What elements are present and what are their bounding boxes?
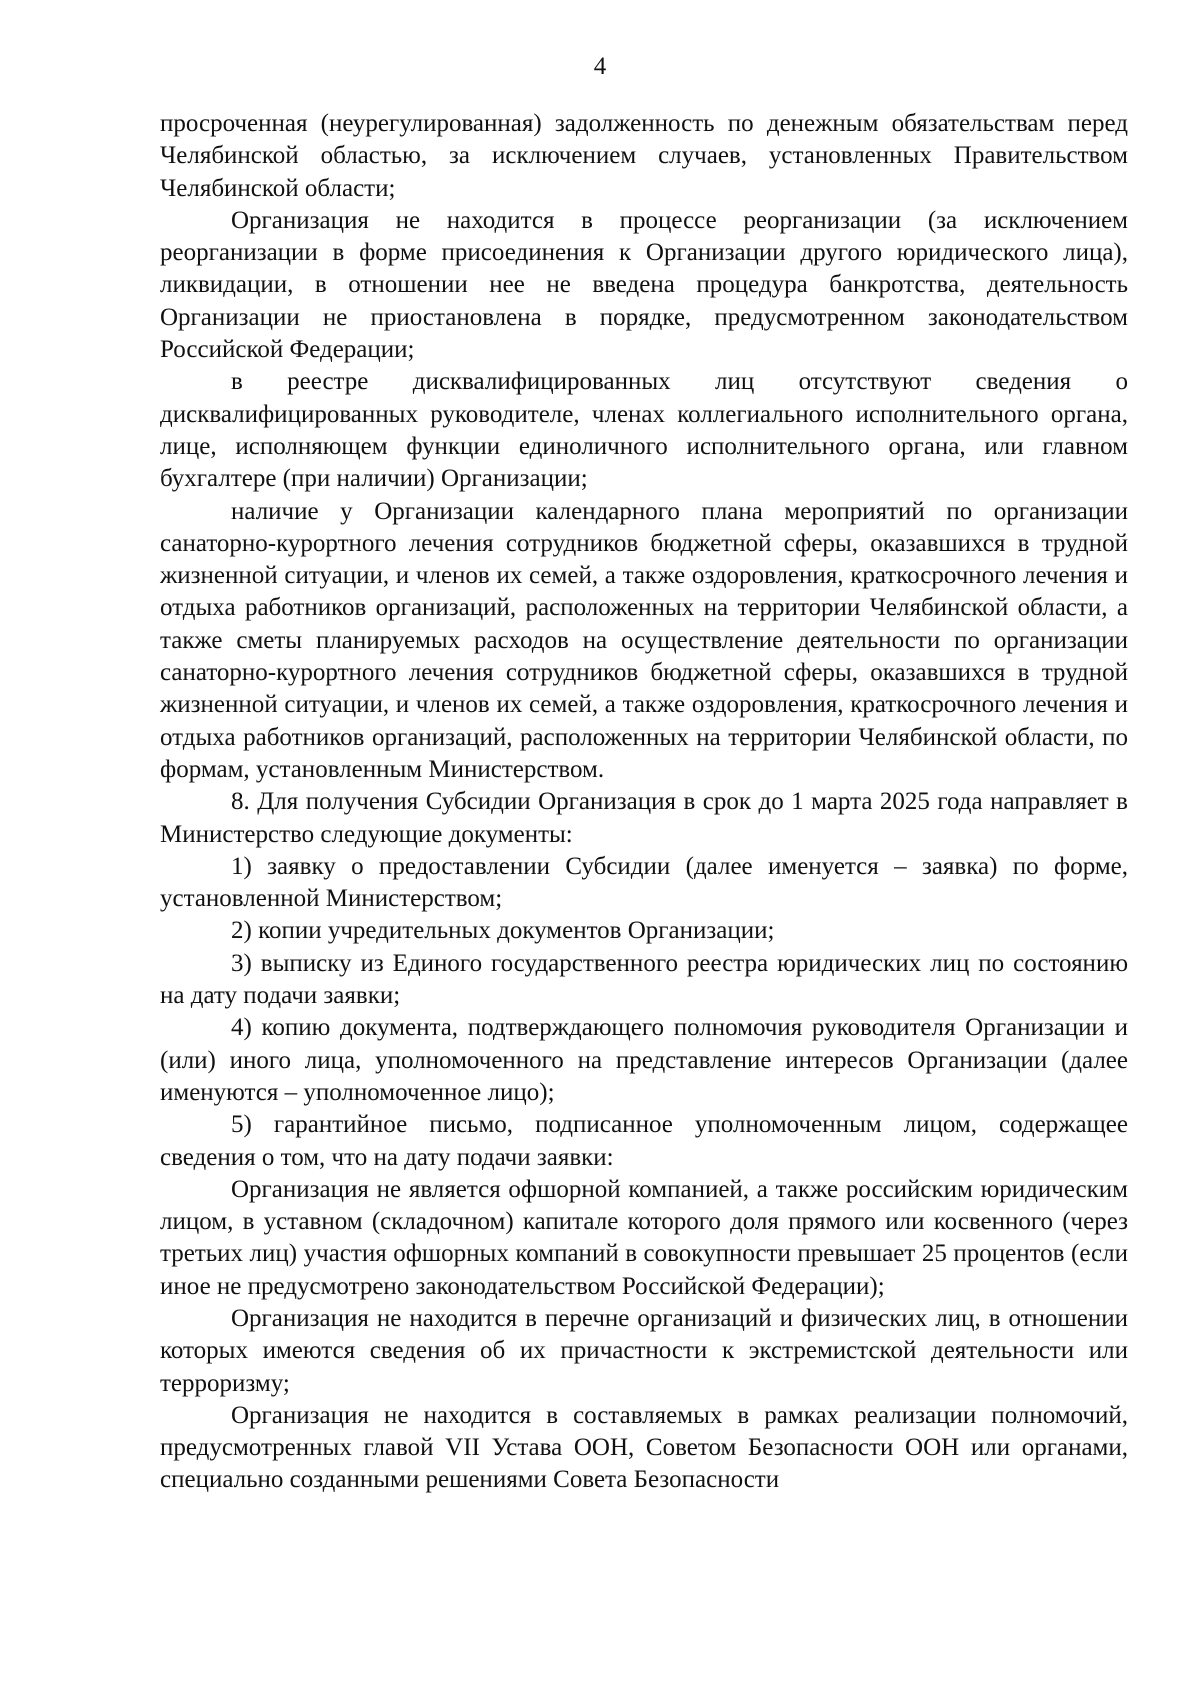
paragraph-item-8: 8. Для получения Субсидии Организация в срок до 1 марта 2025 года направляет в Министерство следующие документы: [160,788,1128,848]
paragraph-doc-5-guarantee-letter: 5) гарантийное письмо, подписанное уполномоченным лицом, содержащее сведения о том, что на дату подачи заявки: [160,1111,1128,1171]
paragraph-doc-2-founding-copies: 2) копии учредительных документов Организации; [231,917,775,945]
paragraph-not-offshore: Организация не является офшорной компанией, а также российским юридическим лицом, в уставном (складочном) капитале которого доля прямого или косвенного (через третьих лиц) участия офшорных компаний в совокупности превышает 25 процентов (если иное не предусмотрено законодательством Российской Федерации); [160,1175,1128,1300]
paragraph-not-extremist-list: Организация не находится в перечне организаций и физических лиц, в отношении которых имеются сведения об их причастности к экстремистской деятельности или терроризму; [160,1304,1128,1397]
paragraph-disqualified-registry: в реестре дисквалифицированных лиц отсутствуют сведения о дисквалифицированных руководителе, членах коллегиального исполнительного органа, лице, исполняющем функции единоличного исполнительного органа, или главном бухгалтере (при наличии) Организации; [160,368,1128,493]
paragraph-not-un-list: Организация не находится в составляемых в рамках реализации полномочий, предусмотренных главой VII Устава ООН, Советом Безопасности ООН или органами, специально созданными решениями Совета Безопасности [160,1401,1128,1494]
paragraph-doc-3-registry-extract: 3) выписку из Единого государственного реестра юридических лиц по состоянию на дату подачи заявки; [160,949,1128,1010]
paragraph-doc-1-application: 1) заявку о предоставлении Субсидии (далее именуется – заявка) по форме, установленной Министерством; [160,852,1128,913]
paragraph-no-reorganization: Организация не находится в процессе реорганизации (за исключением реорганизации в форме присоединения к Организации другого юридического лица), ликвидации, в отношении нее не введена процедура банкротства, деятельность Организации не приостановлена в порядке, предусмотренном законодательством Российской Федерации; [160,206,1128,364]
page-number: 4 [593,53,607,80]
document-body [160,108,1128,1497]
paragraph-doc-4-authority-copy: 4) копию документа, подтверждающего полномочия руководителя Организации и (или) иного лица, уполномоченного на представление интересов Организации (далее именуются – уполномоченное лицо); [160,1014,1128,1106]
paragraph-calendar-plan: наличие у Организации календарного плана мероприятий по организации санаторно-курортного лечения сотрудников бюджетной сферы, оказавшихся в трудной жизненной ситуации, и членов их семей, а также оздоровления, краткосрочного лечения и отдыха работников организаций, расположенных на территории Челябинской области, а также сметы планируемых расходов на осуществление деятельности по организации санаторно-курортного лечения сотрудников бюджетной сферы, оказавшихся в трудной жизненной ситуации, и членов их семей, а также оздоровления, краткосрочного лечения и отдыха работников организаций, расположенных на территории Челябинской области, по формам, установленным Министерством. [160,497,1128,783]
paragraph-overdue-debt: просроченная (неурегулированная) задолженность по денежным обязательствам перед Челябинской областью, за исключением случаев, установленных Правительством Челябинской области; [160,110,1128,202]
